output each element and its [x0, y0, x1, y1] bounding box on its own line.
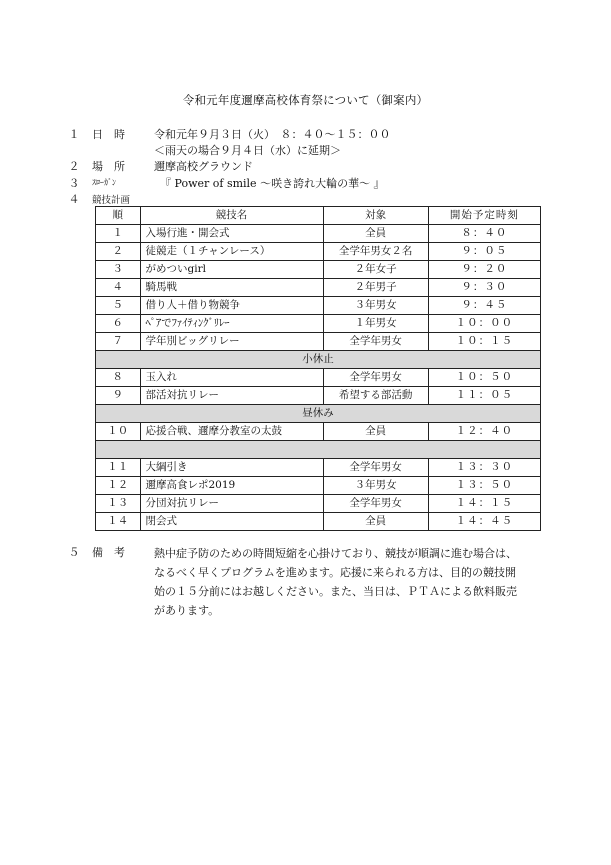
target-cell: 全学年男女 — [323, 495, 428, 513]
order-cell: ７ — [96, 333, 141, 351]
target-cell: １年男女 — [323, 315, 428, 333]
table-row — [96, 243, 541, 261]
break-row — [96, 405, 541, 423]
break-label — [96, 441, 541, 459]
datetime-label: 日 時 — [92, 128, 125, 141]
table-row — [96, 495, 541, 513]
header-order: 順 — [96, 207, 141, 225]
time-cell: ９：４５ — [428, 297, 540, 315]
table-row — [96, 261, 541, 279]
time-cell: １２：４０ — [428, 423, 540, 441]
time-cell: １４：４５ — [428, 513, 540, 531]
table-row — [96, 279, 541, 297]
place-label: 場 所 — [92, 160, 125, 173]
time-cell: １４：１５ — [428, 495, 540, 513]
notes-line: があります。 — [154, 604, 220, 617]
break-row — [96, 351, 541, 369]
order-cell: ３ — [96, 261, 141, 279]
section-number: ４ — [68, 193, 80, 206]
order-cell: ６ — [96, 315, 141, 333]
table-row — [96, 477, 541, 495]
event-cell: 徒競走（１チャンレース） — [140, 243, 323, 261]
break-label: 小休止 — [96, 351, 541, 369]
order-cell: １ — [96, 225, 141, 243]
target-cell: 全員 — [323, 225, 428, 243]
event-cell: がめついgirl — [140, 261, 323, 279]
table-row — [96, 297, 541, 315]
target-cell: ２年男子 — [323, 279, 428, 297]
time-cell: １１：０５ — [428, 387, 540, 405]
target-cell: ３年男女 — [323, 297, 428, 315]
time-cell: １０：００ — [428, 315, 540, 333]
section-number: ５ — [68, 546, 80, 559]
target-cell: 全員 — [323, 423, 428, 441]
event-cell: 入場行進・開会式 — [140, 225, 323, 243]
table-row — [96, 315, 541, 333]
event-cell: ﾍﾟｱでﾌｧｲﾃｨﾝｸﾞﾘﾚｰ — [140, 315, 323, 333]
section-number: ３ — [68, 177, 80, 190]
order-cell: １４ — [96, 513, 141, 531]
order-cell: ８ — [96, 369, 141, 387]
time-cell: １０：５０ — [428, 369, 540, 387]
event-cell: 分団対抗リレー — [140, 495, 323, 513]
slogan-label: ｽﾛｰｶﾞﾝ — [92, 178, 116, 187]
table-row — [96, 333, 541, 351]
event-cell: 閉会式 — [140, 513, 323, 531]
target-cell: ２年女子 — [323, 261, 428, 279]
event-cell: 大綱引き — [140, 459, 323, 477]
event-cell: 邇摩高食レポ2019 — [140, 477, 323, 495]
event-cell: 借り人＋借り物競争 — [140, 297, 323, 315]
order-cell: ４ — [96, 279, 141, 297]
notes-line: なるべく早くプログラムを進めます。応援に来られる方は、目的の競技開 — [154, 566, 517, 579]
time-cell: １３：５０ — [428, 477, 540, 495]
time-cell: １３：３０ — [428, 459, 540, 477]
table-row — [96, 387, 541, 405]
order-cell: ９ — [96, 387, 141, 405]
target-cell: 全学年男女 — [323, 333, 428, 351]
table-row — [96, 423, 541, 441]
target-cell: 全学年男女 — [323, 369, 428, 387]
header-event: 競技名 — [140, 207, 323, 225]
time-cell: １０：１５ — [428, 333, 540, 351]
target-cell: 希望する部活動 — [323, 387, 428, 405]
target-cell: 全学年男女 — [323, 459, 428, 477]
schedule-table — [95, 206, 541, 531]
notes-line: 熱中症予防のための時間短縮を心掛けており、競技が順調に進む場合は、 — [154, 547, 517, 560]
event-cell: 応援合戦、邇摩分教室の太鼓 — [140, 423, 323, 441]
event-cell: 学年別ビッグリレー — [140, 333, 323, 351]
notes-text — [154, 544, 554, 620]
break-row — [96, 441, 541, 459]
place-value: 邇摩高校グラウンド — [154, 160, 253, 173]
header-time: 開始予定時刻 — [428, 207, 540, 225]
target-cell: 全員 — [323, 513, 428, 531]
time-cell: ８：４０ — [428, 225, 540, 243]
notes-label: 備 考 — [92, 546, 125, 559]
order-cell: １１ — [96, 459, 141, 477]
order-cell: １２ — [96, 477, 141, 495]
order-cell: ５ — [96, 297, 141, 315]
event-cell: 騎馬戦 — [140, 279, 323, 297]
section-number: １ — [68, 128, 80, 141]
event-cell: 玉入れ — [140, 369, 323, 387]
table-header-row — [96, 207, 541, 225]
table-row — [96, 513, 541, 531]
target-cell: ３年男女 — [323, 477, 428, 495]
plan-label: 競技計画 — [92, 195, 131, 206]
table-row — [96, 369, 541, 387]
time-cell: ９：２０ — [428, 261, 540, 279]
target-cell: 全学年男女２名 — [323, 243, 428, 261]
document-title: 令和元年度邇摩高校体育祭について（御案内） — [182, 93, 429, 107]
datetime-value: 令和元年９月３日（火） ８：４０〜１５：００ — [154, 128, 391, 141]
order-cell: １３ — [96, 495, 141, 513]
order-cell: １０ — [96, 423, 141, 441]
notes-line: 始の１５分前にはお越しください。また、当日は、ＰＴＡによる飲料販売 — [154, 585, 517, 598]
time-cell: ９：０５ — [428, 243, 540, 261]
table-row — [96, 225, 541, 243]
order-cell: ２ — [96, 243, 141, 261]
event-cell: 部活対抗リレー — [140, 387, 323, 405]
time-cell: ９：３０ — [428, 279, 540, 297]
rain-date-note: ＜雨天の場合９月４日（水）に延期＞ — [154, 144, 341, 157]
section-number: ２ — [68, 160, 80, 173]
header-target: 対象 — [323, 207, 428, 225]
table-row — [96, 459, 541, 477]
break-label: 昼休み — [96, 405, 541, 423]
slogan-value: 『 Power of smile 〜咲き誇れ大輪の華〜 』 — [160, 177, 385, 190]
